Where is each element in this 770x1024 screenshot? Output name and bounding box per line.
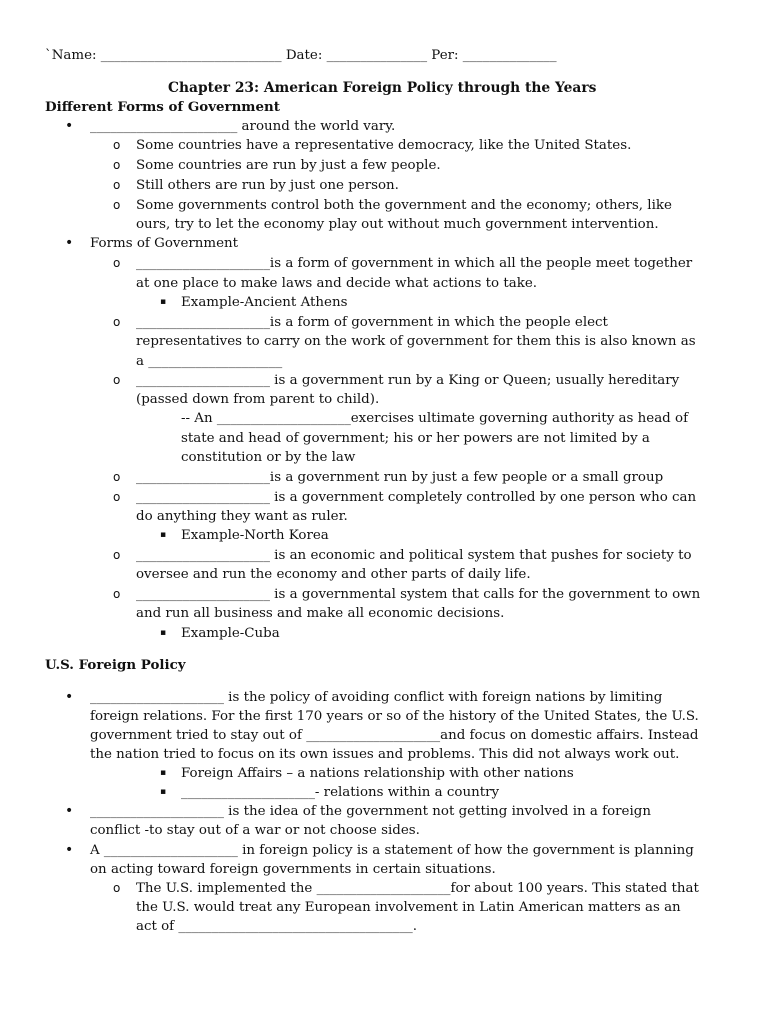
section-heading-forms-of-government: Different Forms of Government: [45, 99, 280, 115]
list-item: ____________________ is an economic and political system that pushes for society to: [136, 548, 692, 563]
list-item: Some countries have a representative democracy, like the United States.: [136, 138, 632, 153]
sub-bullet-marker: o: [113, 587, 121, 601]
bullet-marker: •: [65, 689, 74, 705]
list-item-continuation: at one place to make laws and decide what actions to take.: [136, 276, 538, 291]
sub-bullet-marker: o: [113, 490, 121, 504]
list-item: Forms of Government: [90, 236, 239, 251]
list-item-continuation: and run all business and make all economic decisions.: [136, 606, 505, 621]
sub-bullet-marker: o: [113, 315, 121, 329]
list-item-continuation: do anything they want as ruler.: [136, 509, 348, 524]
list-item: A ____________________ in foreign policy is a statement of how the government is planning: [90, 843, 694, 858]
section-heading-us-foreign-policy: U.S. Foreign Policy: [45, 657, 186, 673]
list-item-continuation: on acting toward foreign governments in certain situations.: [90, 862, 496, 877]
list-item-continuation: constitution or by the law: [181, 450, 356, 465]
list-item-continuation: a ____________________: [136, 354, 283, 369]
sub-bullet-marker: o: [113, 178, 121, 192]
list-item: Some governments control both the government and the economy; others, like: [136, 198, 672, 213]
list-item: ____________________- relations within a country: [181, 785, 500, 800]
list-item-continuation: oversee and run the economy and other parts of daily life.: [136, 567, 531, 582]
list-item: ____________________ is a governmental system that calls for the government to own: [136, 587, 701, 602]
list-item: Foreign Affairs – a nations relationship with other nations: [181, 766, 574, 781]
list-item: Example-North Korea: [181, 528, 329, 543]
list-item: ____________________ is a government completely controlled by one person who can: [136, 490, 697, 505]
square-bullet-marker: ▪: [160, 628, 167, 638]
sub-bullet-marker: o: [113, 158, 121, 172]
bullet-marker: •: [65, 118, 74, 134]
list-item: ____________________is a form of government in which the people elect: [136, 315, 608, 330]
list-item: ____________________ is a government run by a King or Queen; usually hereditary: [136, 373, 680, 388]
list-item: Still others are run by just one person.: [136, 178, 399, 193]
name-date-period-line: `Name: ___________________________ Date: _______________ Per: ______________: [45, 48, 557, 63]
list-item-continuation: representatives to carry on the work of government for them this is also known as: [136, 334, 696, 349]
bullet-marker: •: [65, 803, 74, 819]
list-item-continuation: the nation tried to focus on its own issues and problems. This did not always work out.: [90, 747, 680, 762]
sub-bullet-marker: o: [113, 470, 121, 484]
list-item: ____________________ is the idea of the government not getting involved in a foreign: [90, 804, 651, 819]
list-item: -- An ____________________exercises ultimate governing authority as head of: [181, 411, 689, 426]
sub-bullet-marker: o: [113, 373, 121, 387]
bullet-marker: •: [65, 235, 74, 251]
sub-bullet-marker: o: [113, 881, 121, 895]
square-bullet-marker: ▪: [160, 297, 167, 307]
list-item-continuation: (passed down from parent to child).: [136, 392, 380, 407]
list-item: ____________________is a form of government in which all the people meet together: [136, 256, 693, 271]
list-item: ____________________is a government run by just a few people or a small group: [136, 470, 664, 485]
list-item-continuation: foreign relations. For the first 170 years or so of the history of the United States, the U.S.: [90, 709, 699, 724]
sub-bullet-marker: o: [113, 548, 121, 562]
list-item: ______________________ around the world vary.: [90, 119, 396, 134]
list-item-continuation: the U.S. would treat any European involvement in Latin American matters as an: [136, 900, 681, 915]
list-item-continuation: conflict -to stay out of a war or not choose sides.: [90, 823, 420, 838]
sub-bullet-marker: o: [113, 138, 121, 152]
bullet-marker: •: [65, 842, 74, 858]
list-item-continuation: state and head of government; his or her powers are not limited by a: [181, 431, 650, 446]
list-item-continuation: act of ___________________________________.: [136, 919, 417, 934]
list-item: Example-Cuba: [181, 626, 280, 641]
list-item-continuation: ours, try to let the economy play out without much government intervention.: [136, 217, 659, 232]
list-item: Some countries are run by just a few people.: [136, 158, 441, 173]
list-item-continuation: government tried to stay out of ____________________and focus on domestic affairs. Instead: [90, 728, 699, 743]
sub-bullet-marker: o: [113, 198, 121, 212]
list-item: Example-Ancient Athens: [181, 295, 348, 310]
sub-bullet-marker: o: [113, 256, 121, 270]
page-title: Chapter 23: American Foreign Policy through the Years: [168, 80, 597, 96]
square-bullet-marker: ▪: [160, 530, 167, 540]
square-bullet-marker: ▪: [160, 787, 167, 797]
list-item: The U.S. implemented the ____________________for about 100 years. This stated that: [136, 881, 699, 896]
list-item: ____________________ is the policy of avoiding conflict with foreign nations by limiting: [90, 690, 663, 705]
square-bullet-marker: ▪: [160, 768, 167, 778]
